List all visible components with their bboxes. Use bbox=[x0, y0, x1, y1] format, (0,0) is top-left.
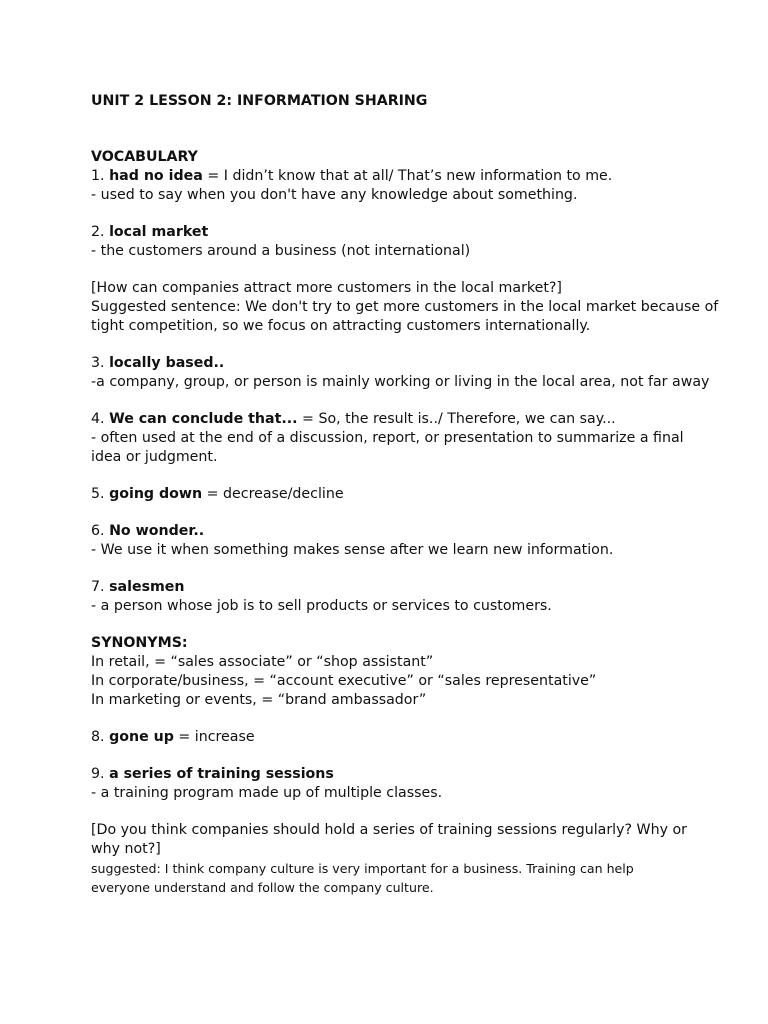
entry-term: We can conclude that... bbox=[109, 411, 298, 427]
entry-explanation: - used to say when you don't have any knowledge about something. bbox=[91, 187, 578, 203]
entry-number: 5. bbox=[91, 486, 105, 502]
synonym-line: In marketing or events, = “brand ambassador” bbox=[91, 692, 427, 708]
vocab-entry-2 bbox=[91, 223, 691, 261]
entry-definition: = increase bbox=[173, 729, 255, 745]
suggested-sentence-line: Suggested sentence: We don't try to get more customers in the local market because of bbox=[91, 299, 719, 315]
entry-explanation: - We use it when something makes sense after we learn new information. bbox=[91, 542, 614, 558]
entry-definition: = So, the result is../ Therefore, we can say... bbox=[297, 411, 616, 427]
suggested-answer-line: suggested: I think company culture is very important for a business. Training can help bbox=[91, 861, 634, 876]
example-question: [How can companies attract more customers in the local market?] bbox=[91, 280, 562, 296]
example-question: why not?] bbox=[91, 841, 161, 857]
example-question: [Do you think companies should hold a series of training sessions regularly? Why or bbox=[91, 822, 687, 838]
entry-explanation: - often used at the end of a discussion, report, or presentation to summarize a final bbox=[91, 430, 684, 446]
entry-term: salesmen bbox=[109, 579, 185, 595]
vocab-entry-7 bbox=[91, 578, 691, 616]
synonyms-block bbox=[91, 634, 691, 710]
entry-definition: = decrease/decline bbox=[202, 486, 344, 502]
entry-number: 8. bbox=[91, 729, 105, 745]
vocab-entry-1 bbox=[91, 167, 691, 205]
synonyms-heading: SYNONYMS: bbox=[91, 635, 188, 651]
synonym-line: In retail, = “sales associate” or “shop assistant” bbox=[91, 654, 434, 670]
entry-number: 9. bbox=[91, 766, 105, 782]
entry-number: 6. bbox=[91, 523, 105, 539]
entry-explanation: -a company, group, or person is mainly working or living in the local area, not far away bbox=[91, 374, 710, 390]
entry-term: going down bbox=[109, 486, 203, 502]
vocab-entry-6 bbox=[91, 522, 691, 560]
entry-number: 2. bbox=[91, 224, 105, 240]
entry-definition: = I didn’t know that at all/ That’s new information to me. bbox=[202, 168, 613, 184]
local-market-example bbox=[91, 279, 719, 336]
entry-number: 7. bbox=[91, 579, 105, 595]
entry-explanation: idea or judgment. bbox=[91, 449, 218, 465]
vocab-entry-9 bbox=[91, 765, 691, 803]
entry-term: No wonder.. bbox=[109, 523, 205, 539]
vocab-entry-5 bbox=[91, 485, 691, 504]
entry-explanation: - a person whose job is to sell products or services to customers. bbox=[91, 598, 552, 614]
entry-term: gone up bbox=[109, 729, 174, 745]
vocab-entry-4 bbox=[91, 410, 691, 467]
entry-explanation: - a training program made up of multiple classes. bbox=[91, 785, 443, 801]
page-title: UNIT 2 LESSON 2: INFORMATION SHARING bbox=[91, 93, 428, 109]
entry-explanation: - the customers around a business (not international) bbox=[91, 243, 471, 259]
document-page bbox=[91, 92, 719, 897]
entry-term: a series of training sessions bbox=[109, 766, 334, 782]
suggested-sentence-line: tight competition, so we focus on attracting customers internationally. bbox=[91, 318, 591, 334]
training-example bbox=[91, 821, 691, 897]
synonym-line: In corporate/business, = “account executive” or “sales representative” bbox=[91, 673, 597, 689]
entry-term: had no idea bbox=[109, 168, 203, 184]
vocabulary-heading: VOCABULARY bbox=[91, 149, 198, 165]
suggested-answer-line: everyone understand and follow the company culture. bbox=[91, 880, 434, 895]
vocab-entry-3 bbox=[91, 354, 710, 392]
entry-number: 4. bbox=[91, 411, 105, 427]
vocab-entry-8 bbox=[91, 728, 691, 747]
entry-term: local market bbox=[109, 224, 209, 240]
entry-number: 3. bbox=[91, 355, 105, 371]
entry-term: locally based.. bbox=[109, 355, 225, 371]
entry-number: 1. bbox=[91, 168, 105, 184]
